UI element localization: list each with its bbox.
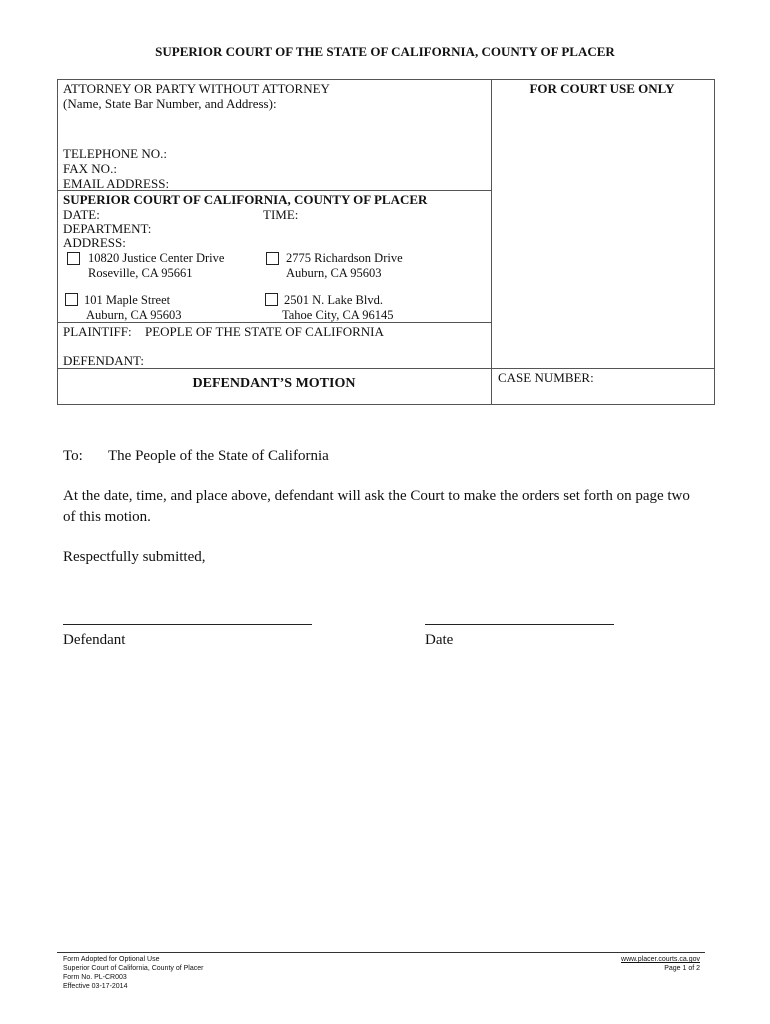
footer-line: Form No. PL-CR003	[63, 974, 127, 981]
to-label: To:	[63, 448, 83, 464]
motion-paragraph-line1: At the date, time, and place above, defendant will ask the Court to make the orders set forth on page two	[63, 488, 690, 504]
time-label: TIME:	[263, 207, 299, 222]
attorney-label: ATTORNEY OR PARTY WITHOUT ATTORNEY	[63, 81, 330, 96]
attorney-sublabel: (Name, State Bar Number, and Address):	[63, 96, 277, 111]
location-city: Roseville, CA 95661	[88, 266, 193, 280]
location-checkbox-richardson[interactable]	[266, 252, 279, 265]
caption-box	[57, 79, 715, 405]
plaintiff-value: PEOPLE OF THE STATE OF CALIFORNIA	[145, 324, 384, 339]
location-checkbox-maple[interactable]	[65, 293, 78, 306]
footer-line: Superior Court of California, County of Placer	[63, 965, 204, 972]
telephone-label: TELEPHONE NO.:	[63, 146, 167, 161]
location-checkbox-tahoe[interactable]	[265, 293, 278, 306]
location-city: Auburn, CA 95603	[86, 308, 182, 322]
date-line	[425, 624, 614, 625]
email-label: EMAIL ADDRESS:	[63, 176, 170, 191]
department-label: DEPARTMENT:	[63, 221, 152, 236]
case-number-label: CASE NUMBER:	[498, 370, 594, 385]
location-street: 101 Maple Street	[84, 293, 171, 307]
footer-line: Form Adopted for Optional Use	[63, 956, 160, 963]
footer-form-info	[63, 955, 203, 991]
location-city: Tahoe City, CA 96145	[282, 308, 394, 322]
location-checkbox-roseville[interactable]	[67, 252, 80, 265]
defendant-label: DEFENDANT:	[63, 353, 144, 368]
fax-label: FAX NO.:	[63, 161, 117, 176]
plaintiff-label: PLAINTIFF:	[63, 324, 132, 339]
document-title: DEFENDANT’S MOTION	[192, 376, 356, 391]
location-city: Auburn, CA 95603	[286, 266, 382, 280]
footer-line: Effective 03-17-2014	[63, 983, 128, 990]
date-label: DATE:	[63, 207, 100, 222]
closing-text: Respectfully submitted,	[63, 549, 206, 565]
footer-website-link[interactable]: www.placer.courts.ca.gov	[621, 956, 700, 963]
to-value: The People of the State of California	[108, 448, 329, 464]
location-street: 2775 Richardson Drive	[286, 251, 403, 265]
court-use-label: FOR COURT USE ONLY	[529, 81, 675, 96]
signature-date-label: Date	[425, 632, 454, 648]
footer-page-label: Page 1 of 2	[664, 965, 700, 972]
signature-label: Defendant	[63, 632, 126, 648]
address-label: ADDRESS:	[63, 235, 126, 250]
footer-rule	[57, 952, 705, 953]
divider-title-row	[57, 368, 714, 369]
motion-paragraph-line2: of this motion.	[63, 509, 151, 525]
signature-line	[63, 624, 312, 625]
court-header: SUPERIOR COURT OF THE STATE OF CALIFORNIA, COUNTY OF PLACER	[155, 44, 615, 59]
location-street: 2501 N. Lake Blvd.	[284, 293, 383, 307]
location-street: 10820 Justice Center Drive	[88, 251, 225, 265]
caption-divider-vertical	[491, 79, 492, 404]
court-section-title: SUPERIOR COURT OF CALIFORNIA, COUNTY OF PLACER	[63, 192, 428, 207]
